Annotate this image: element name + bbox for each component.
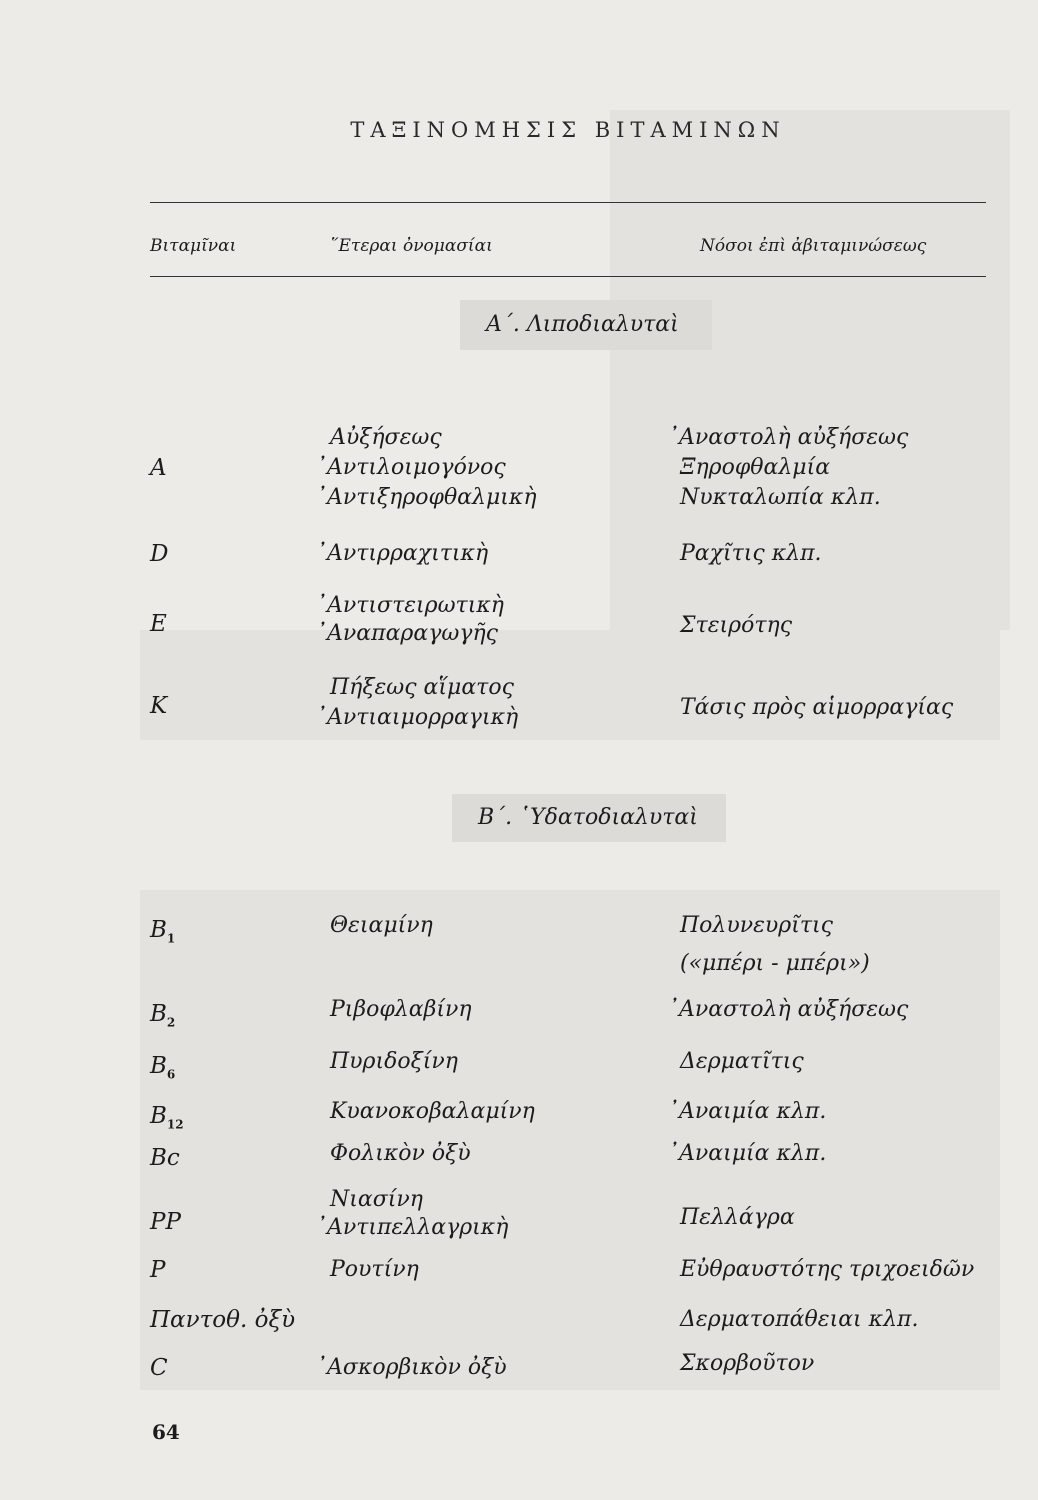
name-k-2: ᾿Αντιαιμορραγικὴ bbox=[316, 705, 519, 730]
name-b2-1: Ριβοφλαβίνη bbox=[330, 997, 472, 1022]
disease-b1-1: Πολυνευρῖτις bbox=[680, 913, 833, 938]
disease-a-3: Νυκταλωπία κλπ. bbox=[680, 485, 881, 510]
name-bc-1: Φολικὸν ὀξὺ bbox=[330, 1141, 471, 1166]
name-a-3: ᾿Αντιξηροφθαλμικὴ bbox=[316, 485, 537, 510]
vitamin-b12 bbox=[150, 1102, 184, 1139]
vitamin-bc: Bc bbox=[150, 1145, 180, 1171]
vitamin-b6 bbox=[150, 1052, 175, 1089]
vitamin-b6-sub: 6 bbox=[166, 1067, 176, 1082]
disease-b12-1: ᾿Αναιμία κλπ. bbox=[668, 1099, 827, 1124]
disease-bc-1: ᾿Αναιμία κλπ. bbox=[668, 1141, 827, 1166]
name-b1-1: Θειαμίνη bbox=[330, 913, 433, 938]
name-e-2: ᾿Αναπαραγωγῆς bbox=[316, 621, 498, 646]
vitamin-k: K bbox=[150, 693, 168, 719]
page-number: 64 bbox=[152, 1420, 180, 1444]
header-diseases: Νόσοι ἐπὶ ἀβιταμινώσεως bbox=[700, 236, 927, 256]
disease-p-1: Εὐθραυστότης τριχοειδῶν bbox=[680, 1257, 975, 1282]
vitamin-d: D bbox=[150, 541, 169, 567]
vitamin-pp: PP bbox=[150, 1209, 181, 1235]
disease-e-1: Στειρότης bbox=[680, 613, 793, 638]
name-b6-1: Πυριδοξίνη bbox=[330, 1049, 458, 1074]
name-k-1: Πήξεως αἵματος bbox=[330, 675, 514, 700]
disease-k-1: Τάσις πρὸς αἱμορραγίας bbox=[680, 695, 954, 720]
vitamin-b6-letter: B bbox=[150, 1053, 167, 1079]
vitamin-b2 bbox=[150, 1000, 175, 1037]
vitamin-b1-sub: 1 bbox=[166, 931, 176, 946]
vitamin-a: A bbox=[150, 455, 167, 481]
vitamin-pantothenic: Παντοθ. ὀξὺ bbox=[150, 1307, 296, 1333]
disease-b2-1: ᾿Αναστολὴ αὐξήσεως bbox=[668, 997, 909, 1022]
bleed-through-area-2 bbox=[140, 630, 1000, 740]
name-p-1: Ρουτίνη bbox=[330, 1257, 419, 1282]
disease-b6-1: Δερματῖτις bbox=[680, 1049, 804, 1074]
disease-d-1: Ραχῖτις κλπ. bbox=[680, 541, 822, 566]
name-a-1: Αὐξήσεως bbox=[330, 425, 442, 450]
vitamin-b12-letter: B bbox=[150, 1103, 167, 1129]
header-other-names: ῞Ετεραι ὀνομασίαι bbox=[330, 236, 493, 256]
name-d-1: ᾿Αντιρραχιτικὴ bbox=[316, 541, 489, 566]
name-pp-2: ᾿Αντιπελλαγρικὴ bbox=[316, 1215, 509, 1240]
header-rule bbox=[150, 276, 986, 277]
section-a-heading: Α΄. Λιποδιαλυταὶ bbox=[460, 300, 712, 350]
vitamin-b1 bbox=[150, 916, 175, 953]
disease-a-1: ᾿Αναστολὴ αὐξήσεως bbox=[668, 425, 909, 450]
name-a-2: ᾿Αντιλοιμογόνος bbox=[316, 455, 506, 480]
vitamin-b1-letter: B bbox=[150, 917, 167, 943]
vitamin-b2-letter: B bbox=[150, 1001, 167, 1027]
table-title: ΤΑΞΙΝΟΜΗΣΙΣ ΒΙΤΑΜΙΝΩΝ bbox=[350, 118, 786, 142]
disease-b1-2: («μπέρι - μπέρι») bbox=[680, 951, 870, 976]
disease-c-1: Σκορβοῦτον bbox=[680, 1351, 815, 1376]
header-vitamins: Βιταμῖναι bbox=[150, 236, 237, 256]
disease-a-2: Ξηροφθαλμία bbox=[680, 455, 831, 480]
name-c-1: ᾿Ασκορβικὸν ὀξὺ bbox=[316, 1355, 507, 1380]
name-b12-1: Κυανοκοβαλαμίνη bbox=[330, 1099, 535, 1124]
name-pp-1: Νιασίνη bbox=[330, 1187, 423, 1212]
section-b-heading: Β΄. ῾Υδατοδιαλυταὶ bbox=[452, 794, 726, 842]
name-e-1: ᾿Αντιστειρωτικὴ bbox=[316, 593, 504, 618]
top-rule bbox=[150, 202, 986, 203]
vitamin-c: C bbox=[150, 1355, 168, 1381]
disease-pantothenic-1: Δερματοπάθειαι κλπ. bbox=[680, 1307, 919, 1332]
vitamin-b12-sub: 12 bbox=[166, 1117, 184, 1132]
disease-pp-1: Πελλάγρα bbox=[680, 1205, 795, 1230]
vitamin-e: E bbox=[150, 611, 167, 637]
vitamin-p: P bbox=[150, 1257, 166, 1283]
vitamin-b2-sub: 2 bbox=[166, 1015, 176, 1030]
